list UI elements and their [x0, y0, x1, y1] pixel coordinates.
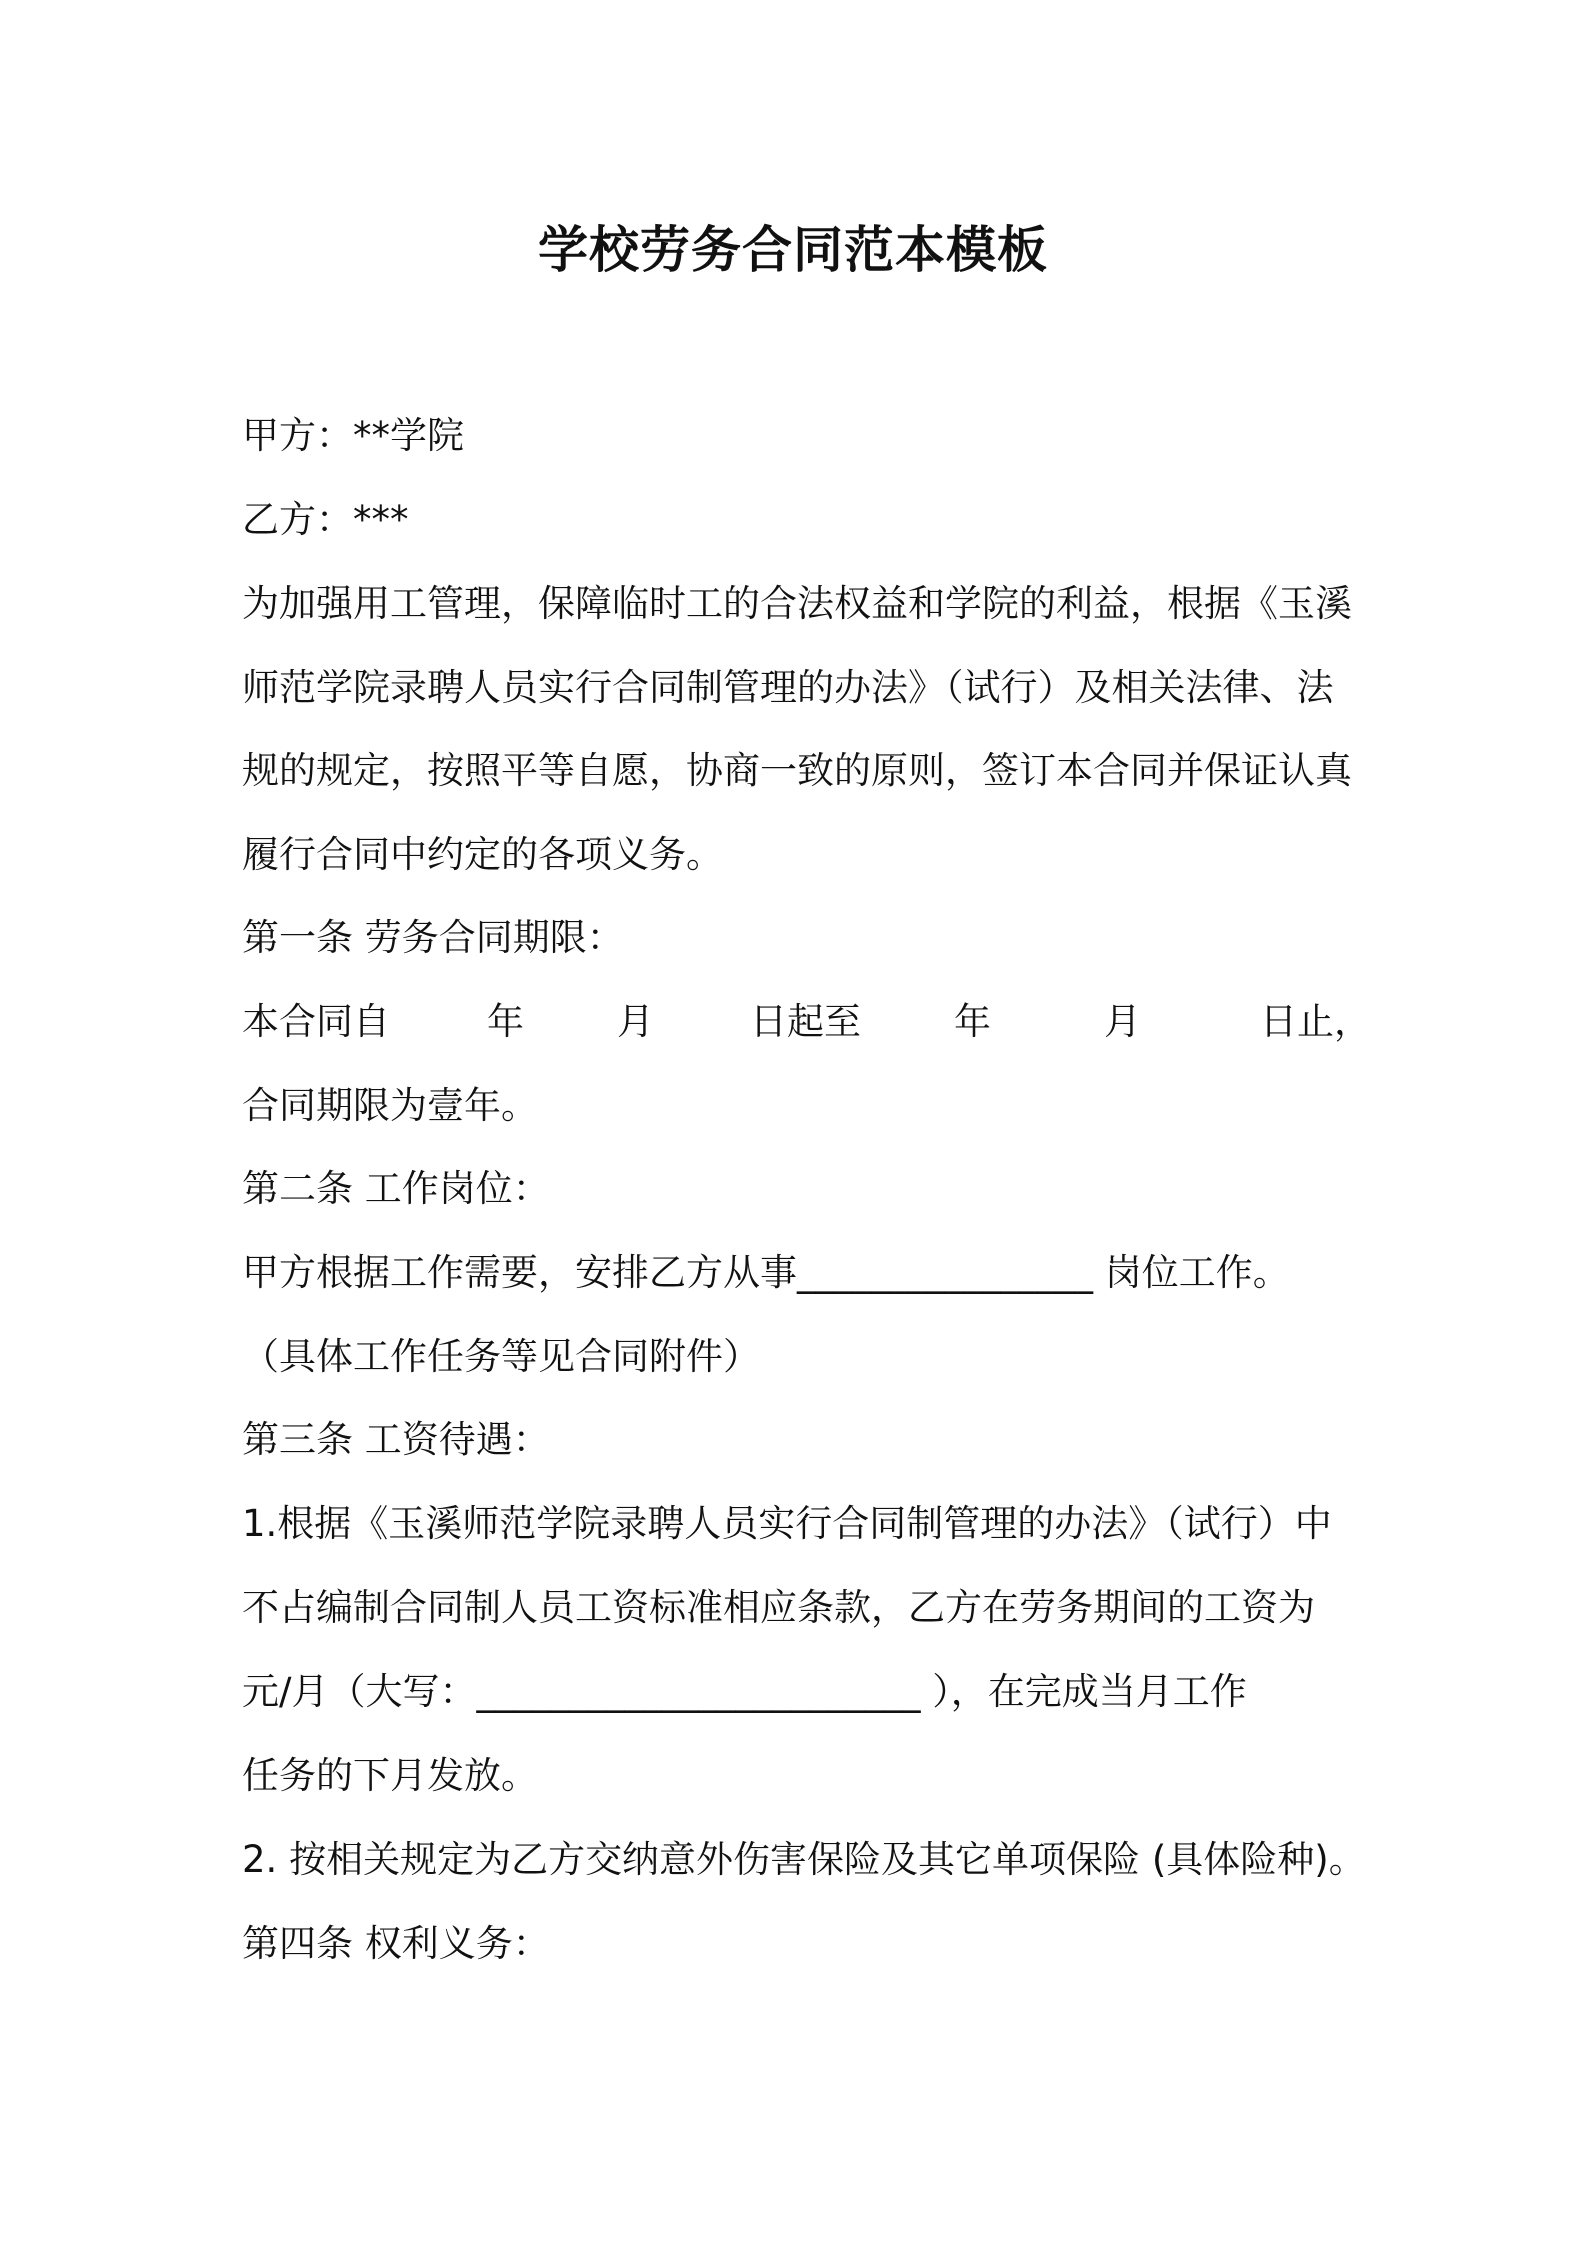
intro-line: 规的规定，按照平等自愿，协商一致的原则，签订本合同并保证认真: [242, 749, 1352, 792]
intro-line: 为加强用工管理，保障临时工的合法权益和学院的利益，根据《玉溪: [242, 582, 1352, 625]
article3-line: 元/月（大写：________________________ ），在完成当月工作: [242, 1670, 1247, 1713]
period-month-label: 月: [1104, 1000, 1141, 1043]
period-day-label: 日止，: [1260, 1000, 1371, 1043]
period-continuation: 合同期限为壹年。: [242, 1084, 538, 1127]
party-b-line: 乙方：***: [242, 498, 409, 541]
intro-line: 师范学院录聘人员实行合同制管理的办法》（试行）及相关法律、法: [242, 666, 1334, 709]
intro-line: 履行合同中约定的各项义务。: [242, 833, 723, 876]
article3-line: 1.根据《玉溪师范学院录聘人员实行合同制管理的办法》（试行）中: [242, 1502, 1332, 1545]
document-title: 学校劳务合同范本模板: [538, 221, 1048, 279]
period-year-label: 年: [954, 1000, 991, 1043]
article4-heading: 第四条 权利义务：: [242, 1922, 550, 1965]
article2-line: （具体工作任务等见合同附件）: [242, 1335, 760, 1378]
article3-heading: 第三条 工资待遇：: [242, 1418, 550, 1461]
period-year-label: 年: [487, 1000, 524, 1043]
period-month-label: 月: [617, 1000, 654, 1043]
article2-heading: 第二条 工作岗位：: [242, 1167, 550, 1210]
article3-line: 不占编制合同制人员工资标准相应条款，乙方在劳务期间的工资为: [242, 1586, 1315, 1629]
period-day-label: 日起至: [750, 1000, 861, 1043]
article3-line: 任务的下月发放。: [242, 1754, 538, 1797]
article3-line: 2. 按相关规定为乙方交纳意外伤害保险及其它单项保险 (具体险种)。: [242, 1838, 1366, 1881]
party-a-line: 甲方：**学院: [242, 414, 464, 457]
article2-line: 甲方根据工作需要，安排乙方从事________________ 岗位工作。: [242, 1251, 1290, 1294]
period-text: 本合同自: [242, 1000, 390, 1043]
article1-heading: 第一条 劳务合同期限：: [242, 916, 624, 959]
